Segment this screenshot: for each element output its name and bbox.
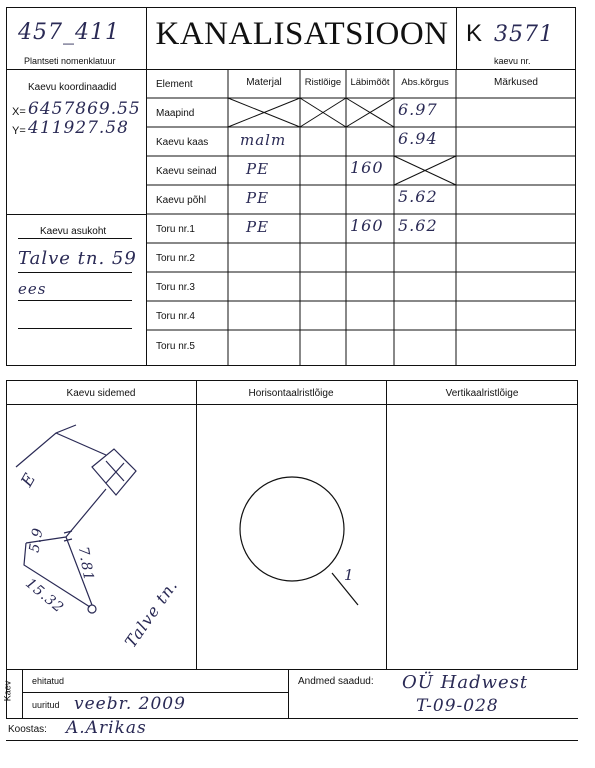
footer-surveyed-label: uuritud <box>32 700 60 710</box>
sections-divider-2 <box>386 380 387 670</box>
y-coordinate-value: 411927.58 <box>28 118 129 138</box>
abs-height-ground: 6.97 <box>398 100 438 119</box>
header-element: Element <box>156 79 193 90</box>
header-notes: Märkused <box>494 77 538 88</box>
footer-compiled-value: A.Arikas <box>66 718 147 738</box>
footer-side-label: Kaev <box>2 680 13 702</box>
row-element-2: Kaevu kaas <box>156 137 209 148</box>
sketch-side-mark: E <box>16 469 40 490</box>
y-prefix: Y= <box>12 125 26 137</box>
material-cover: malm <box>240 131 287 149</box>
well-prefix: K <box>466 20 483 47</box>
sketch-dimension-1: 5.9 <box>26 526 47 554</box>
section-title-vertical: Vertikaalristlõige <box>445 388 519 399</box>
footer-built-label: ehitatud <box>32 676 65 686</box>
row-element-1: Maapind <box>156 108 195 119</box>
footer-vertical-divider <box>288 670 289 718</box>
sketch-dimension-3: 15.32 <box>22 575 67 617</box>
row-element-7: Toru nr.3 <box>156 282 195 293</box>
coordinates-label: Kaevu koordinaadid <box>28 82 117 93</box>
well-number-value: 3571 <box>494 22 554 47</box>
horizontal-section-sketch <box>196 405 386 670</box>
diameter-walls: 160 <box>350 158 384 177</box>
footer-compiled-line <box>6 740 578 741</box>
footer-data-from-line-1: OÜ Hadwest <box>402 672 529 693</box>
footer-data-from-label: Andmed saadud: <box>298 676 374 687</box>
form-title: KANALISATSIOON <box>155 16 449 52</box>
abs-height-bottom: 5.62 <box>398 187 438 206</box>
row-element-5: Toru nr.1 <box>156 224 195 235</box>
location-label: Kaevu asukoht <box>40 226 107 237</box>
abs-height-cover: 6.94 <box>398 129 438 148</box>
header-cross-section: Ristlõige <box>304 77 342 88</box>
material-bottom: PE <box>246 189 270 207</box>
sketch-street-label: Talve tn. <box>120 575 182 652</box>
sketch-dimension-2: 7.81 <box>74 545 97 583</box>
section-title-horizontal: Horisontaalristlõige <box>248 388 334 399</box>
material-pipe-1: PE <box>246 218 270 236</box>
footer-surveyed-value: veebr. 2009 <box>74 694 186 714</box>
location-line-1: Talve tn. 59 <box>18 248 137 269</box>
sheet-nomenclature-label: Plantseti nomenklatuur <box>24 56 116 66</box>
row-element-6: Toru nr.2 <box>156 253 195 264</box>
location-line-2: ees <box>18 280 47 298</box>
section-title-ties: Kaevu sidemed <box>66 388 136 399</box>
well-number-label: kaevu nr. <box>494 56 531 66</box>
header-diameter: Läbimõõt <box>350 77 390 88</box>
header-material: Materjal <box>246 77 282 88</box>
x-prefix: X= <box>12 106 26 118</box>
header-abs-height: Abs.kõrgus <box>401 77 449 88</box>
footer-compiled-label: Koostas: <box>8 724 47 735</box>
row-element-9: Toru nr.5 <box>156 341 195 352</box>
pipe-mark: 1 <box>344 566 355 584</box>
x-coordinate-value: 6457869.55 <box>28 99 141 119</box>
sheet-nomenclature-value: 457_411 <box>18 20 120 45</box>
diameter-pipe-1: 160 <box>350 216 384 235</box>
row-element-4: Kaevu põhl <box>156 195 207 206</box>
row-element-8: Toru nr.4 <box>156 311 195 322</box>
abs-height-pipe-1: 5.62 <box>398 216 438 235</box>
footer-middle-divider <box>22 692 288 693</box>
row-element-3: Kaevu seinad <box>156 166 217 177</box>
footer-side-divider <box>22 670 23 718</box>
footer-data-from-line-2: T-09-028 <box>416 696 499 716</box>
material-walls: PE <box>246 160 270 178</box>
